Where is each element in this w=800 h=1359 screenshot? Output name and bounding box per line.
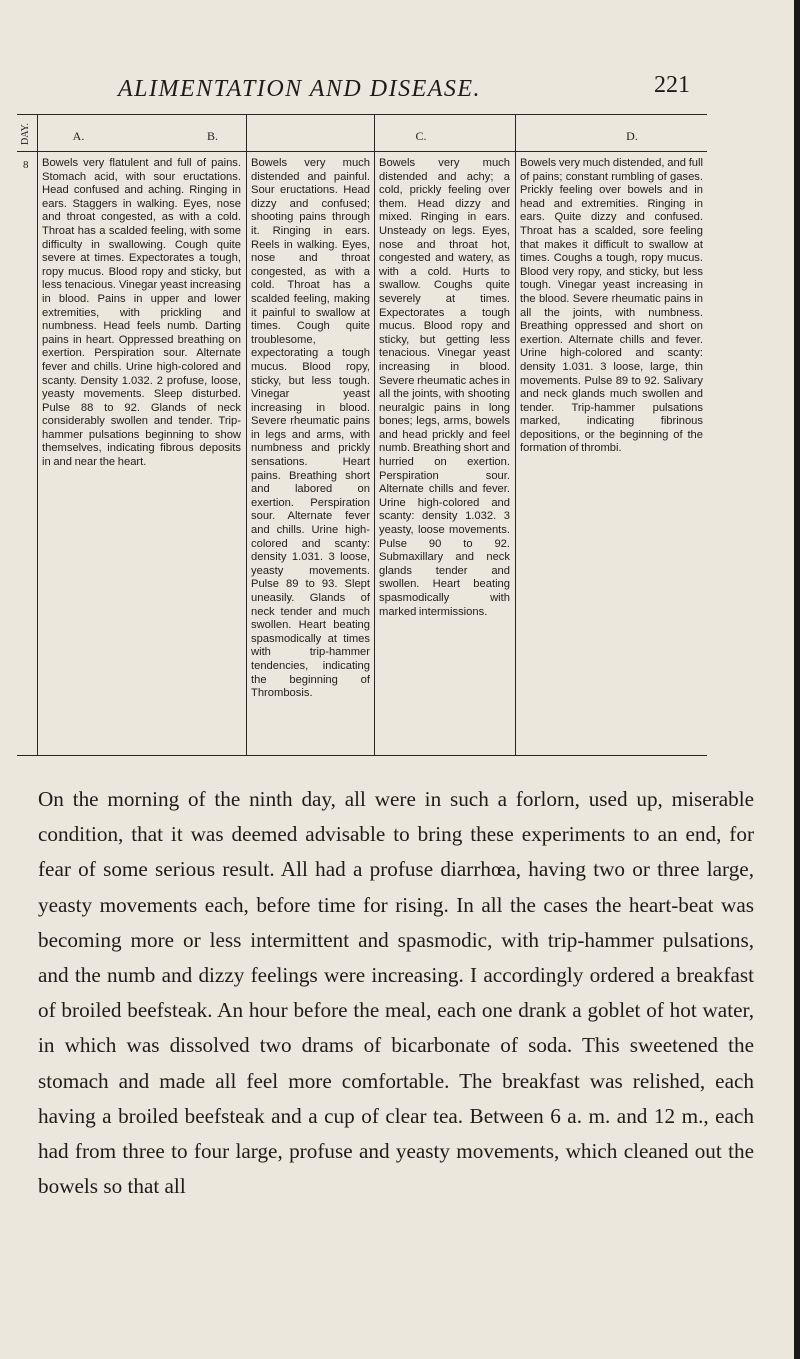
page-number: 221 xyxy=(654,72,690,98)
cell-d: Bowels very much distended, and full of pains; constant rumbling of gases. Prickly feeling over bowels and in head and extremities. Ringing in ears. Quite dizzy and confused. Throat has a scalded, sore feeling that makes it difficult to swallow at times. Coughs a tough, ropy mucus. Blood very ropy, and sticky, but less tough. Vinegar yeast increasing in the blood. Severe rheumatic pains in all the joints, with numbness. Breathing oppressed and short on exertion. Alternate chills and fever. Urine high-colored and scanty: density 1.031. 3 loose, large, thin movements. Pulse 89 to 92. Salivary and neck glands much swollen and tender. Trip-hammer pulsations marked, indicating fibrinous depositions, or the beginning of the formation of thrombi. xyxy=(520,157,703,455)
page-edge-shadow xyxy=(794,0,800,1359)
day-column-header: DAY. xyxy=(20,123,31,145)
cell-c: Bowels very much distended and achy; a cold, prickly feeling over them. Head dizzy and mixed. Ringing in ears. Unsteady on legs. Eyes, nose and throat hot, congested and watery, as with a cold. Hurts to swallow. Coughs quite severely at times. Expectorates a tough mucus. Blood ropy and sticky, but getting less tenacious. Vinegar yeast increasing in blood. Severe rheumatic aches in all the joints, with shooting neuralgic pains in long bones; legs, arms, bowels and head prickly and feel numb. Breathing short and hurried on exertion. Perspiration sour. Alternate chills and fever. Urine high-colored and scanty: density 1.032. 3 yeasty, loose movements. Pulse 90 to 92. Submaxillary and neck glands tender and swollen. Heart beating spasmodically with marked intermissions. xyxy=(379,157,510,618)
table-header-row xyxy=(17,115,707,152)
symptom-table xyxy=(17,114,707,756)
column-divider xyxy=(374,115,375,755)
column-header-c: C. xyxy=(415,129,427,143)
column-header-b: B. xyxy=(206,129,218,143)
cell-a: Bowels very flatulent and full of pains. Stomach acid, with sour eructations. Head confused and aching. Ringing in ears. Staggers in walking. Eyes, nose and throat congested, as with a cold. Throat has a scalded feeling, with some difficulty in swallowing. Cough quite severe at times. Expectorates a tough, ropy mucus. Blood ropy and sticky, but less tenacious. Vinegar yeast increasing in blood. Pains in upper and lower extremities, with prickling and numbness. Head feels numb. Darting pains in heart. Oppressed breathing on exertion. Perspiration sour. Alternate fever and chills. Urine high-colored and scanty. Density 1.032. 2 profuse, loose, yeasty movements. Sleep disturbed. Pulse 88 to 92. Glands of neck considerably swollen and tender. Trip-hammer pulsations beginning to show themselves, indicating fibrous deposits in and near the heart. xyxy=(42,157,241,469)
day-number: 8 xyxy=(23,159,29,171)
cell-b: Bowels very much distended and painful. Sour eructations. Head dizzy and confused; shooting pains through it. Ringing in ears. Reels in walking. Eyes, nose and throat congested, as with a cold. Throat has a scalded feeling, making it painful to swallow at times. Cough quite troublesome, expectorating a tough mucus. Blood ropy, sticky, but less tough. Vinegar yeast increasing in blood. Severe rheumatic pains in legs and arms, with numbness and prickly sensations. Heart pains. Breathing short and labored on exertion. Perspiration sour. Alternate fever and chills. Urine high-colored and scanty: density 1.031. 3 loose, yeasty movements. Pulse 89 to 93. Slept uneasily. Glands of neck tender and much swollen. Heart beating spasmodically at times with trip-hammer tendencies, indicating the beginning of Thrombosis. xyxy=(251,157,370,700)
running-title: ALIMENTATION AND DISEASE. xyxy=(118,76,482,102)
column-header-d: D. xyxy=(626,129,638,143)
column-divider xyxy=(515,115,516,755)
column-header-a: A. xyxy=(72,129,85,143)
column-divider xyxy=(246,115,247,755)
body-paragraph: On the morning of the ninth day, all were in such a forlorn, used up, miserable condition, that it was deemed advisable to bring these experiments to an end, for fear of some serious result. All had a profuse diarrhœa, having two or three large, yeasty movements each, before time for rising. In all the cases the heart-beat was becoming more or less intermittent and spasmodic, with trip-hammer pulsations, and the numb and dizzy feelings were increasing. I accordingly ordered a breakfast of broiled beefsteak. An hour before the meal, each one drank a goblet of hot water, in which was dissolved two drams of bicarbonate of soda. This sweetened the stomach and made all feel more comfortable. The breakfast was relished, each having a broiled beefsteak and a cup of clear tea. Between 6 a. m. and 12 m., each had from three to four large, profuse and yeasty movements, which cleaned out the bowels so that all xyxy=(38,787,754,1199)
page-header xyxy=(90,72,690,112)
column-divider xyxy=(37,115,38,755)
